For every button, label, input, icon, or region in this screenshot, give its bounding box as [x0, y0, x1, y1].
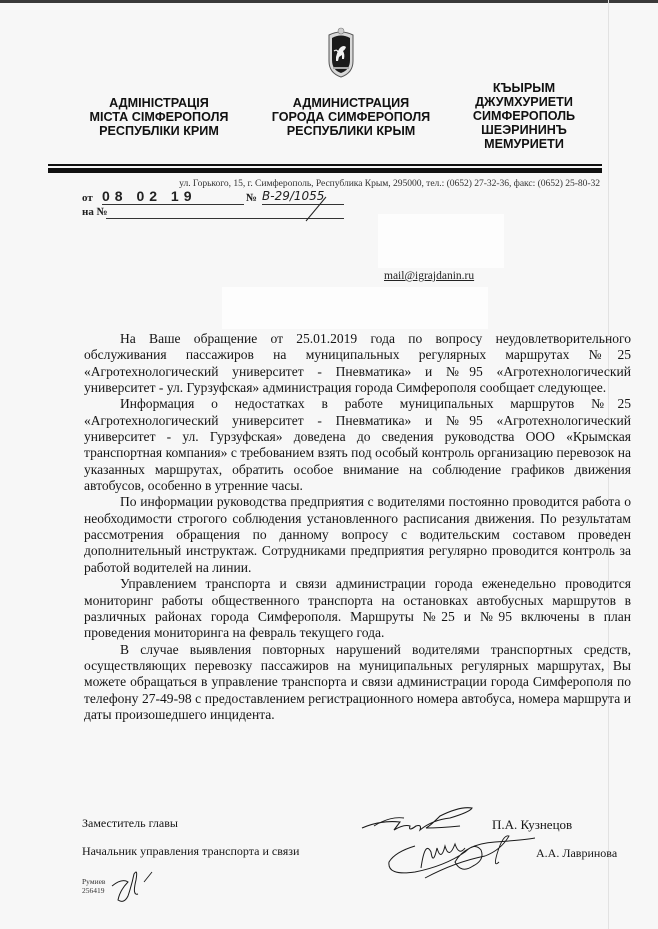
number-label: № — [246, 192, 258, 204]
number-value: В-29/1055 — [262, 189, 344, 205]
recipient-email-link[interactable]: mail@igrajdanin.ru — [384, 270, 475, 282]
letterhead-ua-line: МІСТА СІМФЕРОПОЛЯ — [89, 110, 229, 124]
letterhead-rule-thin — [48, 164, 602, 166]
letterhead-crh-line: КЪЫРЫМ — [492, 81, 556, 95]
letterhead-ru-line: ГОРОДА СИМФЕРОПОЛЯ — [271, 110, 431, 124]
letterhead-ru-line: АДМИНИСТРАЦИЯ — [292, 96, 410, 110]
executor-name: Румиев — [82, 877, 106, 886]
second-signer-title: Начальник управления транспорта и связи — [82, 844, 300, 858]
executor-phone: 256419 — [82, 886, 105, 895]
letterhead-address: ул. Горького, 15, г. Симферополь, Республика Крым, 295000, тел.: (0652) 27-32-36, факс: (0652) 25-80-32 — [179, 178, 600, 189]
first-signer-title: Заместитель главы — [82, 816, 178, 830]
letter-body — [84, 331, 631, 723]
letterhead-ru-line: РЕСПУБЛИКИ КРЫМ — [286, 124, 416, 138]
body-paragraph: На Ваше обращение от 25.01.2019 года по вопросу неудовлетворительного обслуживания пассажиров на муниципальных регулярных маршрутах №25 «Агротехнологический университет - Пневматика» и №95 «Агротехнологический университет - ул. Гурзуфская» администрация города Симферополя сообщает следующее. — [84, 331, 631, 396]
body-paragraph: Управлением транспорта и связи администрации города еженедельно проводится мониторинг работы общественного транспорта на остановках автобусных маршрутов в различных районах города Симферополя. Маршруты №25 и №95 включены в план проведения мониторинга на февраль текущего года. — [84, 576, 631, 641]
letterhead-crimean-tatar — [448, 81, 600, 151]
letterhead-crh-line: ДЖУМХУРИЕТИ — [475, 95, 573, 109]
crimea-coat-of-arms-icon — [326, 27, 356, 79]
letterhead-crh-line: СИМФЕРОПОЛЬ — [472, 109, 576, 123]
body-paragraph: Информация о недостатках в работе муниципальных маршрутов №25 «Агротехнологический университет - Пневматика» и №95 «Агротехнологический университет - ул. Гурзуфская» доведена до сведения руководства ООО «Крымская транспортная компания» с требованием взять под особый контроль организацию перевозок на указанных маршрутах, обратить особое внимание на соблюдение графиков движения автобусов, особенно в утренние часы. — [84, 396, 631, 494]
reply-to-label: на № — [82, 206, 108, 218]
letterhead-ua-line: АДМІНІСТРАЦІЯ — [109, 96, 209, 110]
reply-to-value — [106, 205, 344, 219]
date-value: 08 02 19 — [102, 189, 244, 205]
executor-info — [82, 877, 105, 895]
date-label: от — [82, 192, 93, 204]
letterhead-ukrainian — [70, 96, 248, 138]
first-signer-name: П.А. Кузнецов — [492, 817, 573, 832]
redacted-recipient-name — [222, 287, 488, 329]
letterhead-rule-thick — [48, 168, 602, 173]
letterhead-russian — [250, 96, 452, 138]
redacted-recipient-block — [378, 214, 504, 268]
body-paragraph: В случае выявления повторных нарушений водителями транспортных средств, осуществляющих перевозку пассажиров на муниципальных регулярных маршрутах, Вы можете обращаться в управление транспорта и связи администрации города Симферополя по телефону 27-49-98 с предоставлением регистрационного номера автобуса, номера маршрута и даты произошедшего инцидента. — [84, 641, 631, 722]
second-signer-name: А.А. Лавринова — [536, 846, 618, 860]
letterhead-ua-line: РЕСПУБЛІКИ КРИМ — [99, 124, 219, 138]
body-paragraph: По информации руководства предприятия с водителями постоянно проводится работа о необходимости строгого соблюдения установленного расписания движения. По результатам рассмотрения обращения по данному вопросу с водительским составом проведен дополнительный инструктаж. Сотрудниками предприятия регулярно проводится контроль за работой водителей на линии. — [84, 494, 631, 575]
letterhead-crh-line: МЕМУРИЕТИ — [484, 137, 564, 151]
letterhead-crh-line: ШЕЭРИНИНЪ — [481, 123, 567, 137]
